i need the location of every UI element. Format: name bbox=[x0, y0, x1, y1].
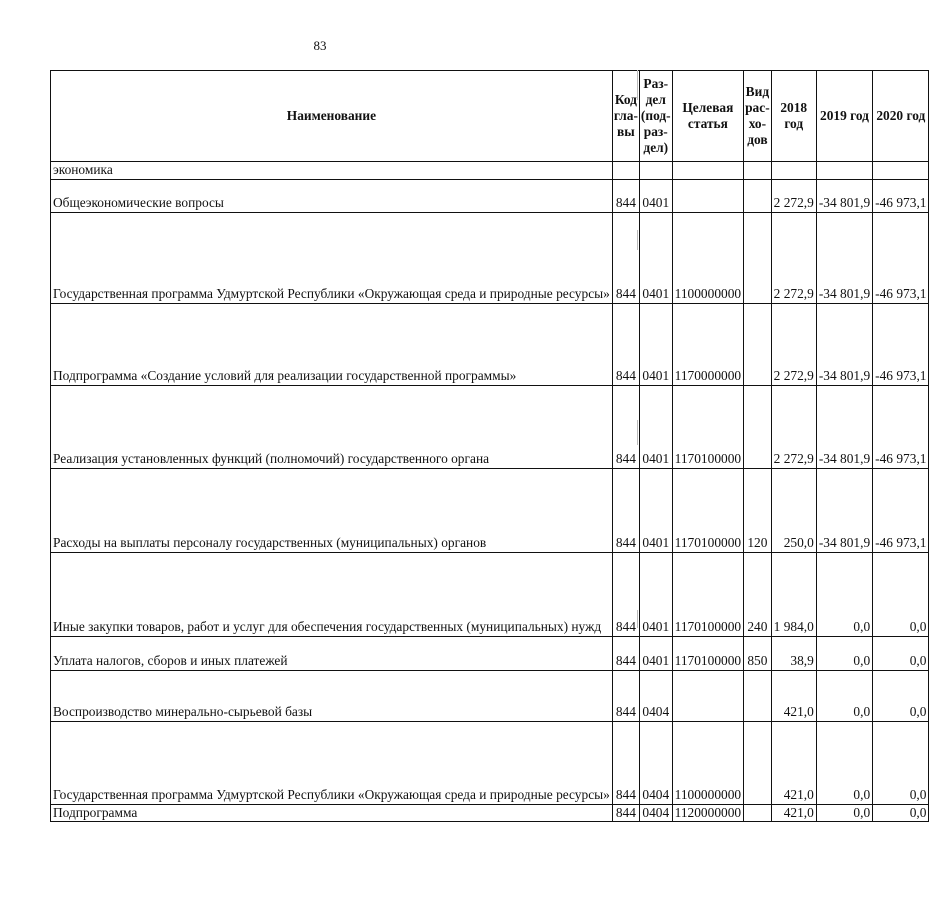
cell-name: Подпрограмма bbox=[51, 804, 613, 822]
table-row bbox=[51, 670, 929, 721]
table-row bbox=[51, 552, 929, 636]
cell-year-2018: 1 984,0 bbox=[771, 552, 816, 636]
cell-year-2020: 0,0 bbox=[873, 636, 929, 670]
cell-expense-type bbox=[744, 721, 772, 804]
cell-target-article bbox=[672, 179, 743, 212]
cell-target-article: 1170100000 bbox=[672, 385, 743, 468]
header-year-2018: 2018 год bbox=[771, 71, 816, 162]
cell-section: 0404 bbox=[639, 804, 672, 822]
cell-year-2018: 2 272,9 bbox=[771, 303, 816, 385]
cell-section: 0401 bbox=[639, 636, 672, 670]
cell-name: Подпрограмма «Создание условий для реализации государственной программы» bbox=[51, 303, 613, 385]
cell-expense-type: 120 bbox=[744, 468, 772, 552]
cell-year-2019: -34 801,9 bbox=[816, 385, 872, 468]
table-row bbox=[51, 636, 929, 670]
cell-target-article: 1170100000 bbox=[672, 636, 743, 670]
cell-year-2018: 2 272,9 bbox=[771, 179, 816, 212]
header-chapter-code: Код гла- вы bbox=[612, 71, 639, 162]
cell-name: Воспроизводство минерально-сырьевой базы bbox=[51, 670, 613, 721]
cell-expense-type bbox=[744, 162, 772, 180]
cell-section: 0401 bbox=[639, 303, 672, 385]
page-number: 83 bbox=[313, 38, 327, 53]
header-year-2019: 2019 год bbox=[816, 71, 872, 162]
cell-year-2018: 250,0 bbox=[771, 468, 816, 552]
cell-section: 0404 bbox=[639, 721, 672, 804]
cell-chapter-code: 844 bbox=[612, 670, 639, 721]
header-name: Наименование bbox=[51, 71, 613, 162]
cell-chapter-code: 844 bbox=[612, 804, 639, 822]
table-row bbox=[51, 804, 929, 822]
cell-year-2019: 0,0 bbox=[816, 670, 872, 721]
cell-expense-type bbox=[744, 212, 772, 303]
table-row bbox=[51, 303, 929, 385]
cell-year-2020: -46 973,1 bbox=[873, 303, 929, 385]
cell-section: 0401 bbox=[639, 212, 672, 303]
cell-section bbox=[639, 162, 672, 180]
cell-name: Государственная программа Удмуртской Республики «Окружающая среда и природные ресурсы» bbox=[51, 212, 613, 303]
cell-target-article: 1100000000 bbox=[672, 721, 743, 804]
cell-year-2020: -46 973,1 bbox=[873, 179, 929, 212]
cell-chapter-code: 844 bbox=[612, 303, 639, 385]
header-target-article: Целевая статья bbox=[672, 71, 743, 162]
cell-section: 0404 bbox=[639, 670, 672, 721]
cell-year-2018: 2 272,9 bbox=[771, 212, 816, 303]
cell-chapter-code: 844 bbox=[612, 721, 639, 804]
budget-table bbox=[50, 70, 929, 822]
header-expense-type: Вид рас- хо- дов bbox=[744, 71, 772, 162]
cell-chapter-code: 844 bbox=[612, 212, 639, 303]
cell-year-2018: 421,0 bbox=[771, 721, 816, 804]
table-row bbox=[51, 162, 929, 180]
cell-name: Реализация установленных функций (полномочий) государственного органа bbox=[51, 385, 613, 468]
table-body bbox=[51, 162, 929, 822]
cell-year-2020: 0,0 bbox=[873, 552, 929, 636]
cell-chapter-code: 844 bbox=[612, 385, 639, 468]
cell-name: Уплата налогов, сборов и иных платежей bbox=[51, 636, 613, 670]
cell-year-2020: -46 973,1 bbox=[873, 385, 929, 468]
cell-expense-type bbox=[744, 670, 772, 721]
cell-year-2018 bbox=[771, 162, 816, 180]
cell-chapter-code: 844 bbox=[612, 468, 639, 552]
cell-year-2018: 2 272,9 bbox=[771, 385, 816, 468]
cell-section: 0401 bbox=[639, 385, 672, 468]
cell-year-2019: 0,0 bbox=[816, 804, 872, 822]
cell-name: Иные закупки товаров, работ и услуг для обеспечения государственных (муниципальных) нужд bbox=[51, 552, 613, 636]
cell-target-article: 1170100000 bbox=[672, 468, 743, 552]
cell-expense-type: 240 bbox=[744, 552, 772, 636]
cell-target-article bbox=[672, 670, 743, 721]
table-row bbox=[51, 179, 929, 212]
cell-section: 0401 bbox=[639, 552, 672, 636]
header-section: Раз- дел (под- раз- дел) bbox=[639, 71, 672, 162]
cell-name: Государственная программа Удмуртской Республики «Окружающая среда и природные ресурсы» bbox=[51, 721, 613, 804]
cell-year-2020 bbox=[873, 162, 929, 180]
cell-year-2019: -34 801,9 bbox=[816, 212, 872, 303]
table-header-row bbox=[51, 71, 929, 162]
cell-expense-type: 850 bbox=[744, 636, 772, 670]
cell-chapter-code: 844 bbox=[612, 636, 639, 670]
cell-target-article: 1170100000 bbox=[672, 552, 743, 636]
cell-section: 0401 bbox=[639, 179, 672, 212]
scan-edge-marks bbox=[636, 0, 640, 905]
cell-target-article bbox=[672, 162, 743, 180]
cell-year-2019: -34 801,9 bbox=[816, 179, 872, 212]
cell-section: 0401 bbox=[639, 468, 672, 552]
cell-chapter-code: 844 bbox=[612, 179, 639, 212]
cell-year-2020: 0,0 bbox=[873, 670, 929, 721]
table-row bbox=[51, 468, 929, 552]
table-row bbox=[51, 721, 929, 804]
cell-expense-type bbox=[744, 385, 772, 468]
cell-target-article: 1100000000 bbox=[672, 212, 743, 303]
cell-name: Общеэкономические вопросы bbox=[51, 179, 613, 212]
cell-year-2020: -46 973,1 bbox=[873, 212, 929, 303]
cell-year-2018: 38,9 bbox=[771, 636, 816, 670]
cell-year-2019: -34 801,9 bbox=[816, 468, 872, 552]
cell-expense-type bbox=[744, 303, 772, 385]
cell-year-2020: 0,0 bbox=[873, 721, 929, 804]
cell-year-2020: -46 973,1 bbox=[873, 468, 929, 552]
table-row bbox=[51, 385, 929, 468]
cell-year-2020: 0,0 bbox=[873, 804, 929, 822]
table-row bbox=[51, 212, 929, 303]
cell-year-2018: 421,0 bbox=[771, 804, 816, 822]
cell-chapter-code: 844 bbox=[612, 552, 639, 636]
cell-year-2019: 0,0 bbox=[816, 636, 872, 670]
cell-target-article: 1170000000 bbox=[672, 303, 743, 385]
cell-year-2019 bbox=[816, 162, 872, 180]
cell-target-article: 1120000000 bbox=[672, 804, 743, 822]
cell-expense-type bbox=[744, 179, 772, 212]
cell-year-2019: 0,0 bbox=[816, 552, 872, 636]
cell-expense-type bbox=[744, 804, 772, 822]
cell-year-2018: 421,0 bbox=[771, 670, 816, 721]
cell-name: экономика bbox=[51, 162, 613, 180]
cell-year-2019: 0,0 bbox=[816, 721, 872, 804]
header-year-2020: 2020 год bbox=[873, 71, 929, 162]
cell-name: Расходы на выплаты персоналу государственных (муниципальных) органов bbox=[51, 468, 613, 552]
cell-year-2019: -34 801,9 bbox=[816, 303, 872, 385]
